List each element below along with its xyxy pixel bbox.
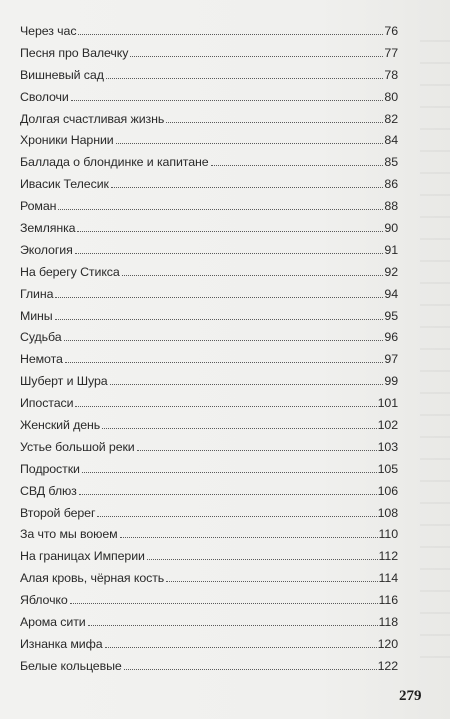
toc-entry-title: Землянка bbox=[20, 221, 76, 236]
dot-leader bbox=[124, 669, 377, 670]
toc-entry bbox=[20, 462, 398, 484]
toc-entry-title: Шуберт и Шура bbox=[20, 374, 108, 389]
toc-entry bbox=[20, 155, 398, 177]
dot-leader bbox=[79, 494, 377, 495]
toc-entry-title: На границах Империи bbox=[20, 549, 145, 564]
dot-leader bbox=[55, 319, 384, 320]
dot-leader bbox=[65, 362, 384, 363]
dot-leader bbox=[97, 516, 376, 517]
toc-entry-page: 94 bbox=[384, 286, 398, 301]
toc-entry bbox=[20, 330, 398, 352]
toc-entry bbox=[20, 221, 398, 243]
toc-entry-page: 116 bbox=[378, 593, 398, 608]
toc-entry bbox=[20, 352, 398, 374]
toc-entry-title: Изнанка мифа bbox=[20, 636, 103, 651]
toc-entry-page: 85 bbox=[384, 155, 398, 170]
table-of-contents bbox=[20, 24, 398, 681]
toc-entry-title: За что мы воюем bbox=[20, 527, 118, 542]
toc-entry bbox=[20, 440, 398, 462]
dot-leader bbox=[106, 78, 384, 79]
dot-leader bbox=[82, 472, 377, 473]
dot-leader bbox=[120, 537, 378, 538]
toc-entry bbox=[20, 637, 398, 659]
toc-entry-page: 86 bbox=[384, 177, 398, 192]
toc-entry bbox=[20, 243, 398, 265]
toc-entry-title: Алая кровь, чёрная кость bbox=[20, 571, 165, 586]
dot-leader bbox=[58, 209, 383, 210]
toc-entry bbox=[20, 506, 398, 528]
toc-entry-title: Мины bbox=[20, 308, 53, 323]
bleed-through-texture bbox=[420, 40, 450, 660]
dot-leader bbox=[110, 384, 384, 385]
dot-leader bbox=[211, 165, 384, 166]
dot-leader bbox=[105, 647, 377, 648]
toc-entry-title: Ипостаси bbox=[20, 396, 74, 411]
dot-leader bbox=[147, 559, 378, 560]
toc-entry-title: Подростки bbox=[20, 461, 80, 476]
toc-entry-title: Судьба bbox=[20, 330, 62, 345]
toc-entry bbox=[20, 374, 398, 396]
toc-entry-page: 95 bbox=[384, 308, 398, 323]
toc-entry bbox=[20, 418, 398, 440]
dot-leader bbox=[64, 340, 384, 341]
toc-entry-page: 88 bbox=[384, 199, 398, 214]
toc-entry-title: Песня про Валечку bbox=[20, 45, 129, 60]
toc-entry-title: Долгая счастливая жизнь bbox=[20, 111, 165, 126]
toc-entry-page: 76 bbox=[384, 24, 398, 38]
dot-leader bbox=[111, 187, 384, 188]
dot-leader bbox=[130, 56, 383, 57]
dot-leader bbox=[137, 450, 377, 451]
toc-entry bbox=[20, 309, 398, 331]
page-number: 279 bbox=[399, 688, 422, 704]
toc-entry-page: 103 bbox=[377, 439, 398, 454]
toc-entry-page: 91 bbox=[384, 242, 398, 257]
dot-leader bbox=[166, 122, 383, 123]
dot-leader bbox=[55, 297, 383, 298]
toc-entry-title: Через час bbox=[20, 24, 77, 38]
toc-entry-page: 82 bbox=[384, 111, 398, 126]
toc-entry-page: 106 bbox=[377, 483, 398, 498]
dot-leader bbox=[78, 34, 383, 35]
toc-entry bbox=[20, 265, 398, 287]
toc-entry bbox=[20, 199, 398, 221]
toc-entry-title: Роман bbox=[20, 199, 57, 214]
toc-entry-title: Второй берег bbox=[20, 505, 96, 520]
toc-entry bbox=[20, 46, 398, 68]
toc-entry bbox=[20, 90, 398, 112]
dot-leader bbox=[122, 275, 384, 276]
toc-entry bbox=[20, 68, 398, 90]
toc-entry-page: 108 bbox=[377, 505, 398, 520]
toc-entry bbox=[20, 659, 398, 681]
toc-entry-page: 80 bbox=[384, 89, 398, 104]
toc-entry-title: На берегу Стикса bbox=[20, 264, 120, 279]
toc-entry-title: Устье большой реки bbox=[20, 439, 135, 454]
toc-entry bbox=[20, 177, 398, 199]
dot-leader bbox=[88, 625, 378, 626]
toc-entry-page: 96 bbox=[384, 330, 398, 345]
toc-entry-page: 102 bbox=[377, 418, 398, 433]
dot-leader bbox=[166, 581, 377, 582]
toc-entry-page: 90 bbox=[384, 221, 398, 236]
toc-entry-page: 92 bbox=[384, 264, 398, 279]
toc-entry bbox=[20, 24, 398, 46]
toc-entry-title: Экология bbox=[20, 242, 73, 257]
toc-entry-title: Арома сити bbox=[20, 615, 86, 630]
toc-entry-page: 114 bbox=[378, 571, 398, 586]
toc-entry bbox=[20, 396, 398, 418]
toc-entry-page: 84 bbox=[384, 133, 398, 148]
toc-entry-title: Яблочко bbox=[20, 593, 68, 608]
toc-entry-page: 97 bbox=[384, 352, 398, 367]
toc-entry-title: Женский день bbox=[20, 418, 101, 433]
dot-leader bbox=[102, 428, 376, 429]
toc-entry-title: Глина bbox=[20, 286, 54, 301]
toc-entry-title: Белые кольцевые bbox=[20, 658, 122, 673]
toc-entry-page: 99 bbox=[384, 374, 398, 389]
dot-leader bbox=[116, 143, 384, 144]
toc-entry-title: СВД блюз bbox=[20, 483, 77, 498]
toc-entry-title: Немота bbox=[20, 352, 63, 367]
toc-entry-page: 118 bbox=[378, 615, 398, 630]
toc-entry-page: 105 bbox=[377, 461, 398, 476]
toc-entry bbox=[20, 112, 398, 134]
toc-entry bbox=[20, 593, 398, 615]
toc-entry bbox=[20, 615, 398, 637]
toc-entry-title: Баллада о блондинке и капитане bbox=[20, 155, 209, 170]
toc-entry bbox=[20, 571, 398, 593]
dot-leader bbox=[71, 100, 384, 101]
toc-entry-page: 120 bbox=[377, 636, 398, 651]
toc-entry-page: 78 bbox=[384, 67, 398, 82]
toc-entry-page: 77 bbox=[384, 45, 398, 60]
toc-entry bbox=[20, 287, 398, 309]
toc-entry-page: 122 bbox=[377, 658, 398, 673]
dot-leader bbox=[75, 406, 376, 407]
toc-entry-title: Сволочи bbox=[20, 89, 69, 104]
toc-entry-title: Ивасик Телесик bbox=[20, 177, 109, 192]
toc-entry bbox=[20, 133, 398, 155]
toc-entry bbox=[20, 549, 398, 571]
dot-leader bbox=[77, 231, 383, 232]
dot-leader bbox=[75, 253, 384, 254]
dot-leader bbox=[70, 603, 378, 604]
toc-entry bbox=[20, 527, 398, 549]
toc-entry-page: 110 bbox=[378, 527, 398, 542]
toc-entry-title: Хроники Нарнии bbox=[20, 133, 114, 148]
toc-entry bbox=[20, 484, 398, 506]
toc-entry-page: 112 bbox=[378, 549, 398, 564]
toc-entry-title: Вишневый сад bbox=[20, 67, 104, 82]
toc-entry-page: 101 bbox=[377, 396, 398, 411]
